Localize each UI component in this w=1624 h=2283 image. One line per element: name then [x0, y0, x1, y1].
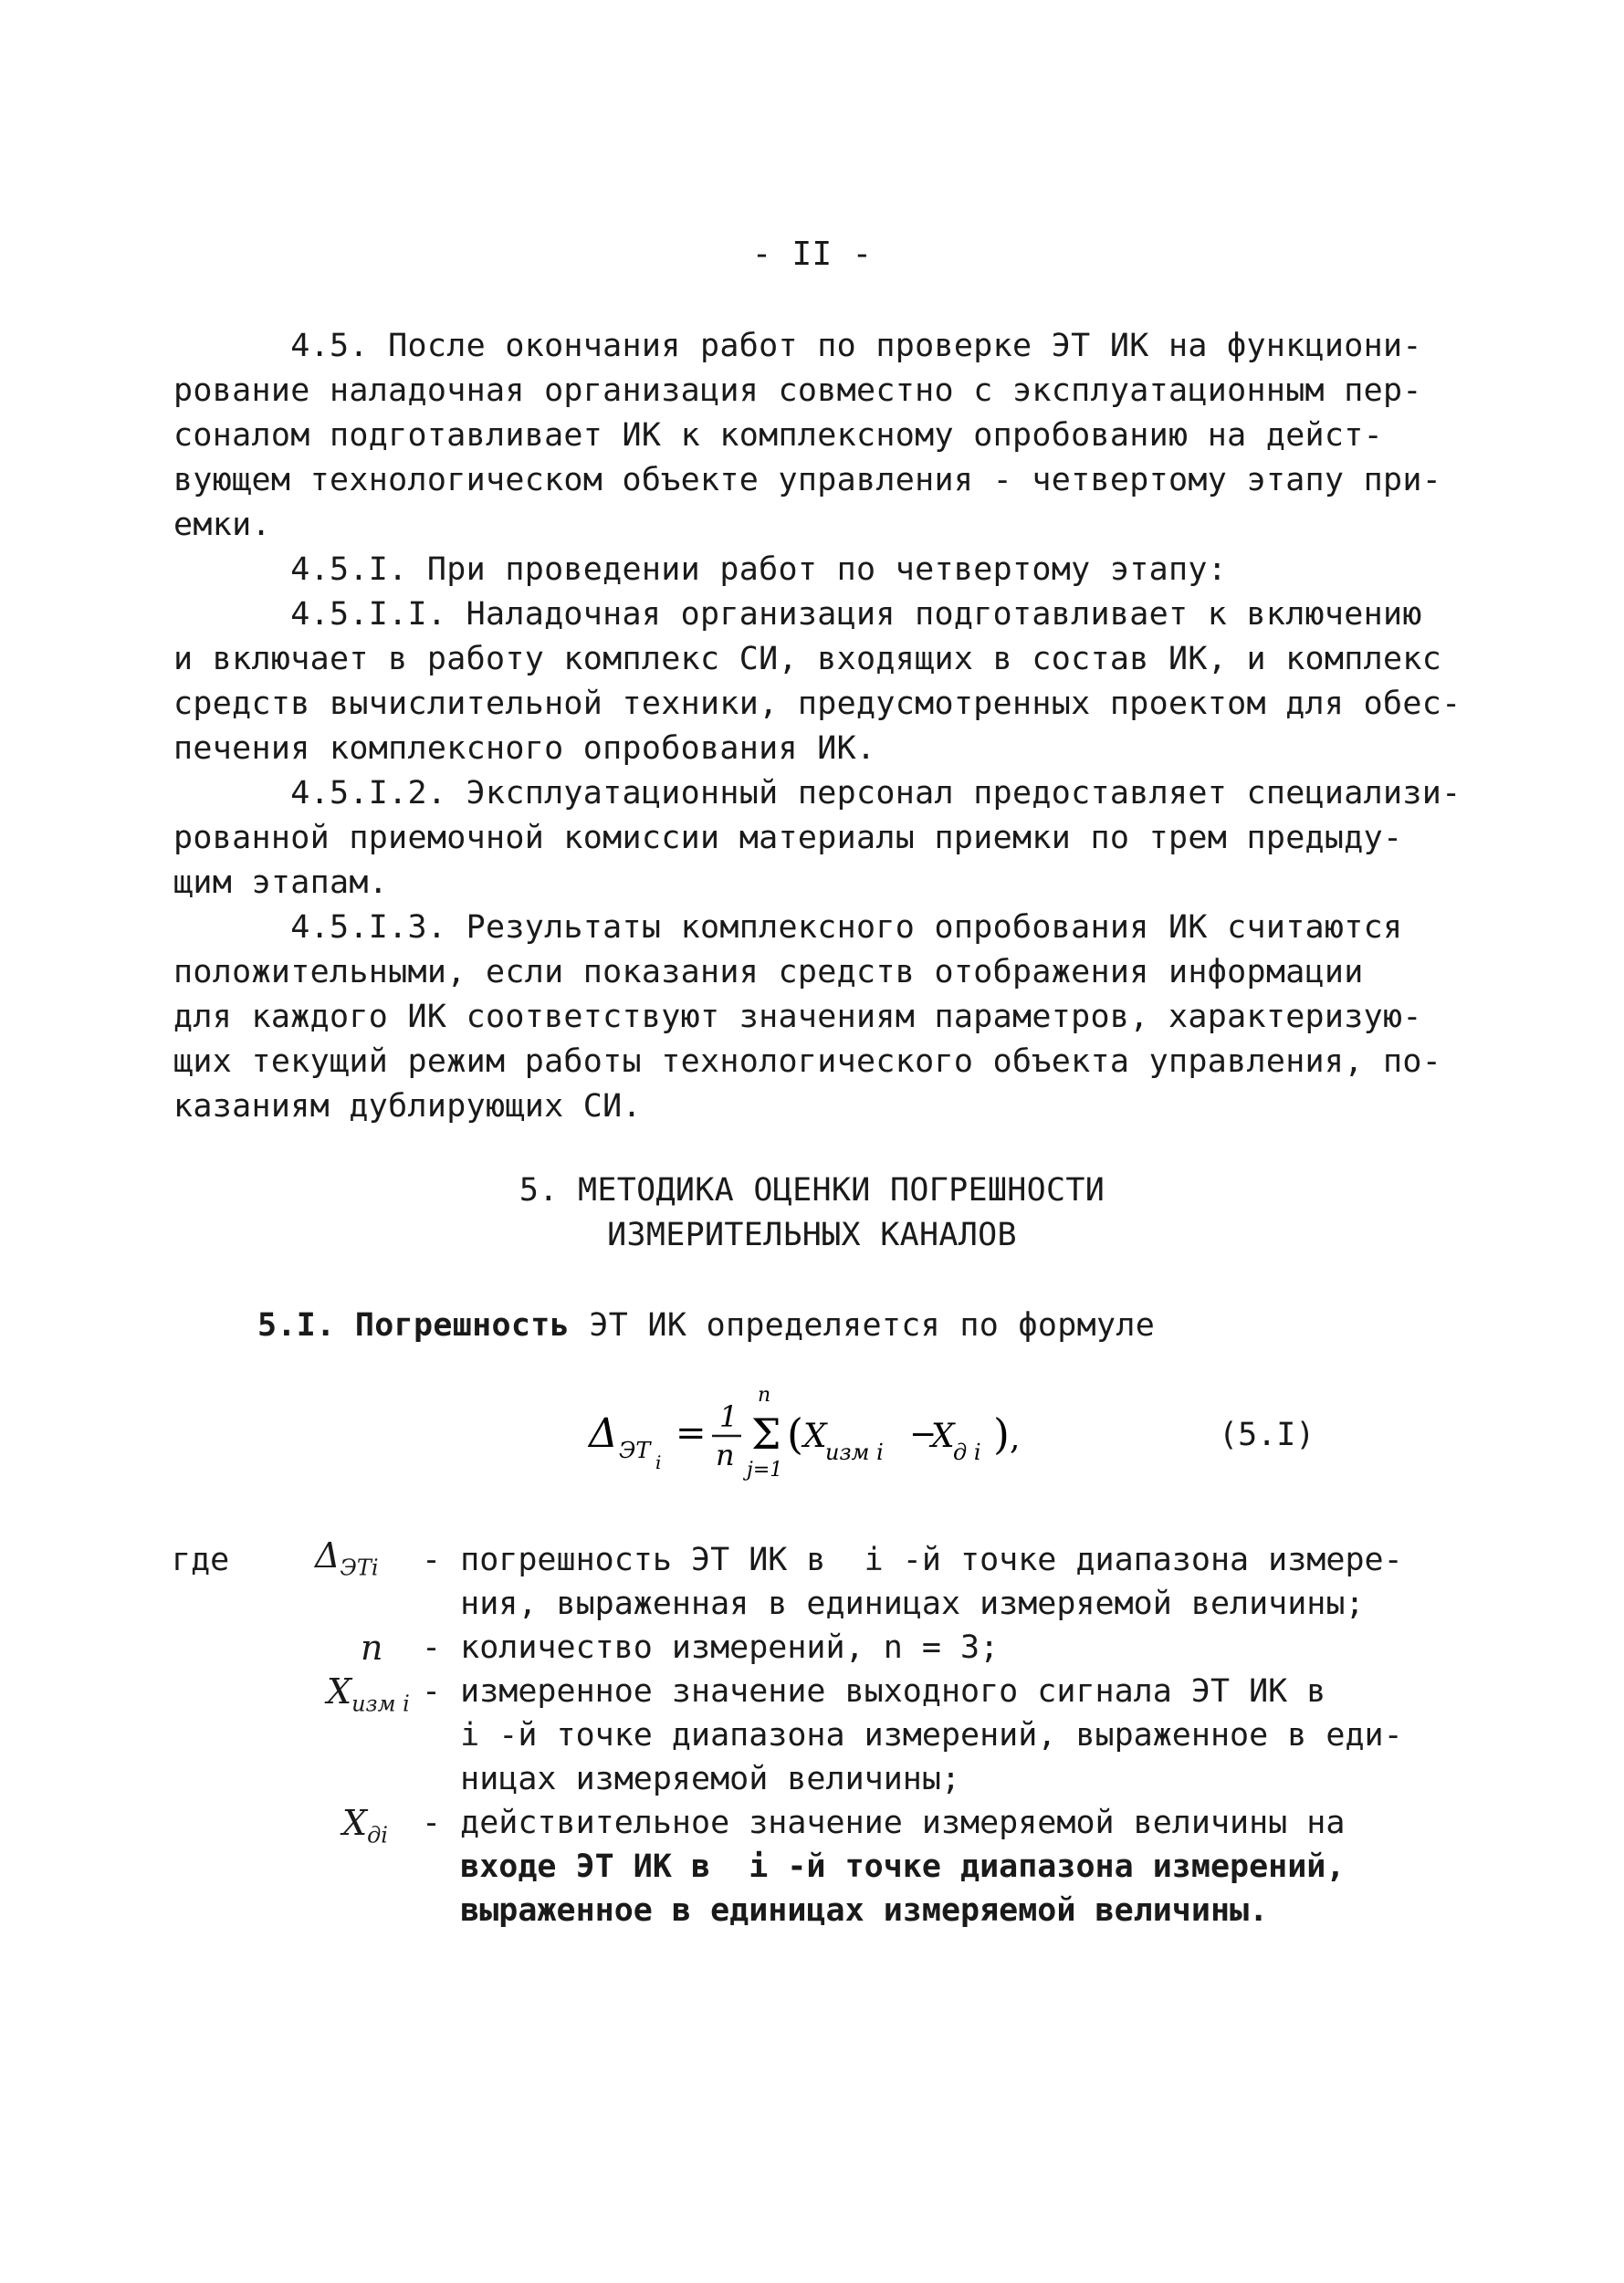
def-2-symbol-main: n	[361, 1628, 383, 1668]
para-4-5-1-line-1: 4.5.I. При проведении работ по четвертому этапу:	[173, 551, 1228, 588]
clause-5-1-bold-word: Погрешность	[354, 1307, 570, 1344]
formula-equals: =	[676, 1412, 707, 1454]
para-4-5-1-3-line-2: положительными, если показания средств отображения информации	[173, 954, 1364, 990]
def-3-line-1: - измеренное значение выходного сигнала ЭТ ИК в	[422, 1673, 1326, 1710]
para-4-5-1-2-line-1: 4.5.I.2. Эксплуатационный персонал предоставляет специализи-	[173, 775, 1462, 812]
para-4-5-1-1-line-3: средств вычислительной техники, предусмотренных проектом для обес-	[173, 686, 1462, 722]
def-4-symbol-main: X	[342, 1803, 368, 1843]
formula-x-meas: X	[803, 1418, 827, 1455]
para-4-5-line-2: рование наладочная организация совместно с эксплуатационным пер-	[173, 372, 1422, 409]
def-2-symbol	[361, 1626, 382, 1670]
formula-delta-subsub: i	[655, 1451, 662, 1473]
para-4-5-1-3-line-3: для каждого ИК соответствуют значениям параметров, характеризую-	[173, 999, 1422, 1035]
def-1-line-1: - погрешность ЭТ ИК в i -й точке диапазона измере-	[422, 1542, 1403, 1578]
formula-x-meas-sub: изм i	[825, 1440, 884, 1465]
formula-minus: −	[909, 1416, 938, 1453]
def-4-line-1: - действительное значение измеряемой величины на	[422, 1805, 1346, 1841]
section-heading-line-2: ИЗМЕРИТЕЛЬНЫХ КАНАЛОВ	[607, 1217, 1017, 1253]
def-4-symbol-sub: дi	[367, 1822, 388, 1848]
para-4-5-1-1-line-2: и включает в работу комплекс СИ, входящих в состав ИК, и комплекс	[173, 641, 1442, 677]
clause-5-1-text: ЭТ ИК определяется по формуле	[569, 1307, 1156, 1344]
formula-close-paren: )	[993, 1409, 1010, 1459]
formula-delta-sub: ЭТ	[619, 1438, 651, 1463]
def-3-symbol-main: X	[327, 1671, 352, 1712]
def-3-line-3: ницах измеряемой величины;	[422, 1761, 961, 1797]
formula-number: (5.I)	[1219, 1417, 1315, 1453]
para-4-5-line-4: вующем технологическом объекте управления - четвертому этапу при-	[173, 462, 1442, 498]
def-4-line-3: выраженное в единицах измеряемой величины.	[422, 1892, 1269, 1929]
para-4-5-line-5: емки.	[173, 507, 271, 543]
formula-delta: Δ	[589, 1410, 618, 1457]
formula-x-true-sub: д i	[953, 1440, 981, 1465]
def-3-line-2: i -й точке диапазона измерений, выраженное в еди-	[422, 1717, 1403, 1754]
clause-5-1-number: 5.I.	[257, 1307, 336, 1344]
para-4-5-1-2-line-2: рованной приемочной комиссии материалы приемки по трем предыду-	[173, 820, 1403, 856]
para-4-5-1-3-line-4: щих текущий режим работы технологического объекта управления, по-	[173, 1043, 1442, 1080]
formula-5-1	[584, 1374, 1223, 1492]
para-4-5-1-3-line-1: 4.5.I.3. Результаты комплексного опробования ИК считаются	[173, 909, 1403, 946]
para-4-5-1-1-line-4: печения комплексного опробования ИК.	[173, 730, 876, 767]
clause-5-1	[257, 1304, 1624, 1347]
para-4-5-1-1-line-1: 4.5.I.I. Наладочная организация подготавливает к включению	[173, 596, 1422, 633]
para-4-5-line-3: соналом подготавливает ИК к комплексному опробованию на дейст-	[173, 417, 1384, 454]
formula-frac-den: n	[716, 1438, 735, 1472]
para-4-5-line-1: 4.5. После окончания работ по проверке ЭТ ИК на функциони-	[173, 328, 1422, 364]
formula-sum-sign: Σ	[751, 1409, 781, 1459]
formula-sum-top: n	[758, 1384, 771, 1407]
def-3-symbol	[327, 1670, 410, 1726]
def-4-symbol	[342, 1801, 388, 1858]
formula-frac-num: 1	[719, 1399, 739, 1434]
def-4-line-2: входе ЭТ ИК в i -й точке диапазона измерений,	[422, 1848, 1346, 1885]
formula-x-true: X	[931, 1418, 955, 1455]
def-1-symbol	[315, 1534, 379, 1590]
def-3-symbol-sub: изм i	[351, 1691, 410, 1717]
def-2-line-1: - количество измерений, n = 3;	[422, 1629, 1000, 1666]
def-1-symbol-sub: ЭТi	[340, 1555, 379, 1581]
formula-sum-bottom: j=1	[747, 1459, 783, 1482]
def-1-line-2: ния, выраженная в единицах измеряемой величины;	[422, 1586, 1365, 1622]
where-label: где	[172, 1542, 230, 1578]
para-4-5-1-3-line-5: казаниям дублирующих СИ.	[173, 1088, 642, 1125]
para-4-5-1-2-line-3: щим этапам.	[173, 864, 389, 901]
page-number: - II -	[751, 236, 873, 273]
formula-comma: ,	[1010, 1419, 1021, 1457]
formula-open-paren: (	[787, 1409, 803, 1459]
def-1-symbol-main: Δ	[315, 1535, 341, 1576]
section-heading-line-1: 5. МЕТОДИКА ОЦЕНКИ ПОГРЕШНОСТИ	[519, 1172, 1105, 1209]
